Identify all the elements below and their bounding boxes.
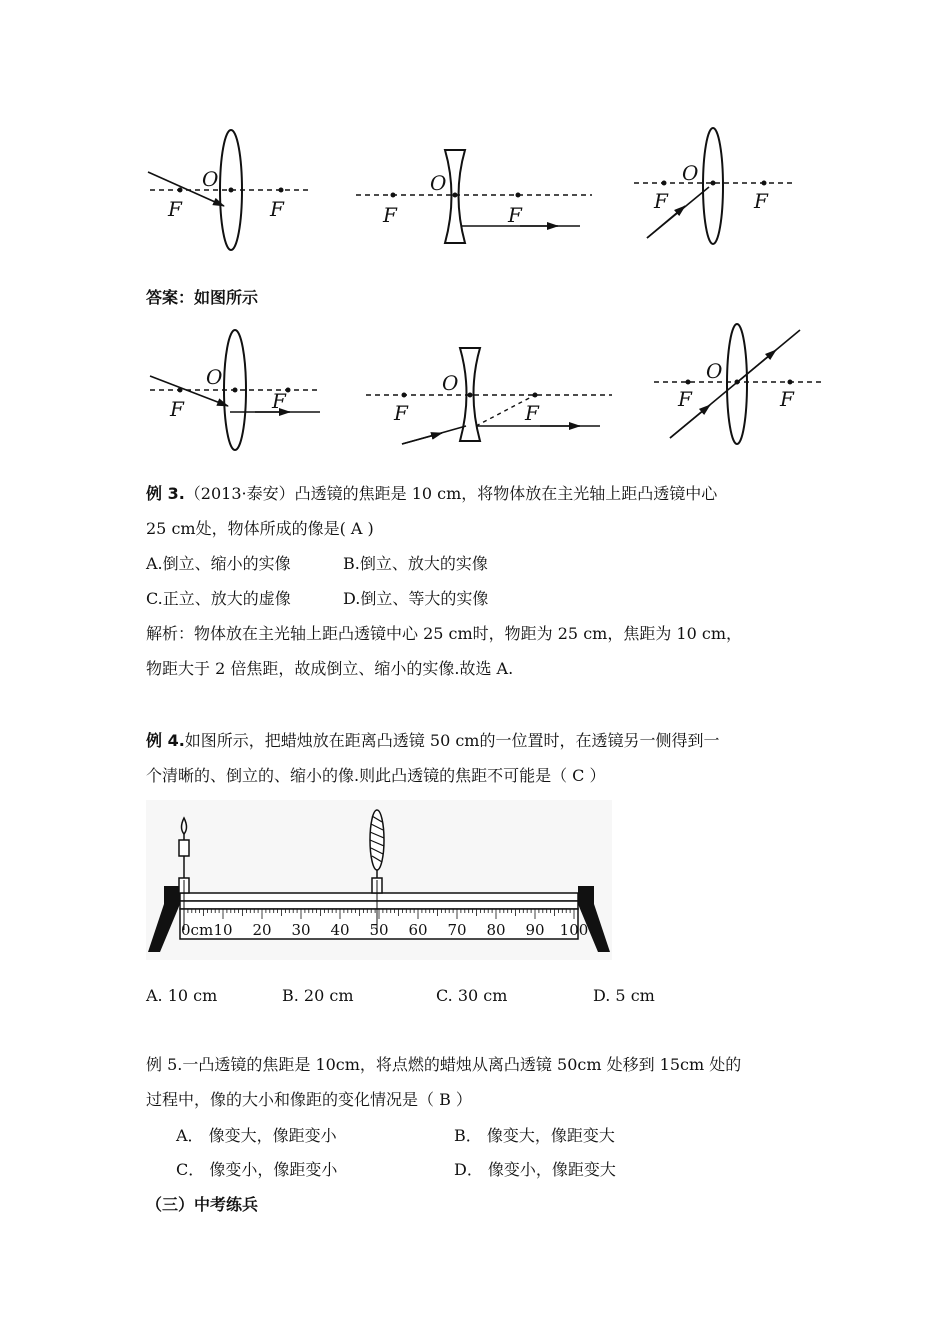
ex5-line1: 例 5.一凸透镜的焦距是 10cm，将点燃的蜡烛从离凸透镜 50cm 处移到 15cm 处的 <box>146 1055 742 1074</box>
ex3-label: 例 3. <box>146 484 185 503</box>
ex5-line2: 过程中，像的大小和像距的变化情况是（ B ） <box>146 1090 472 1109</box>
ex4-line1 <box>146 731 719 751</box>
q-convex-lens-1 <box>148 130 312 250</box>
section-title: （三）中考练兵 <box>146 1195 259 1214</box>
ex4-option-a: A. 10 cm <box>146 986 218 1005</box>
bench-rail-bottom <box>180 901 578 909</box>
question-lens-figures <box>140 120 820 260</box>
svg-text:F: F <box>394 401 408 425</box>
q-convex-lens-2 <box>634 128 796 244</box>
ex5-option-c: C． 像变小，像距变小 <box>176 1160 338 1179</box>
ruler-label: 90 <box>525 921 545 939</box>
svg-text:F: F <box>270 197 284 221</box>
svg-text:O: O <box>202 167 219 191</box>
ex4-label: 例 4. <box>146 731 185 750</box>
ex4-question: 如图所示，把蜡烛放在距离凸透镜 50 cm的一位置时，在透镜另一侧得到一 <box>184 731 720 750</box>
ex3-option-d: D.倒立、等大的实像 <box>343 589 489 608</box>
ruler-label: 30 <box>291 921 311 939</box>
ex5-option-d: D． 像变小，像距变大 <box>454 1160 616 1179</box>
ruler-label: 40 <box>330 921 350 939</box>
bench-rail-top <box>180 893 578 901</box>
ruler-label: 50 <box>369 921 389 939</box>
svg-text:F: F <box>678 387 692 411</box>
svg-text:O: O <box>706 359 723 383</box>
svg-text:F: F <box>780 387 794 411</box>
ex5-option-b: B． 像变大，像距变大 <box>454 1126 615 1145</box>
ex3-line2: 25 cm处，物体所成的像是( A ) <box>146 519 374 538</box>
ex3-option-c: C.正立、放大的虚像 <box>146 589 291 608</box>
ex4-line2: 个清晰的、倒立的、缩小的像.则此凸透镜的焦距不可能是（ C ） <box>146 766 606 785</box>
a-convex-lens-2 <box>654 324 824 444</box>
ruler-label: 20 <box>252 921 272 939</box>
svg-text:O: O <box>682 161 699 185</box>
ruler-label: 0cm <box>181 921 214 939</box>
svg-text:F: F <box>525 401 539 425</box>
svg-text:O: O <box>206 365 223 389</box>
ruler-label: 80 <box>486 921 506 939</box>
svg-text:F: F <box>383 203 397 227</box>
answer-label: 答案：如图所示 <box>146 288 259 307</box>
ex3-question: （2013·泰安）凸透镜的焦距是 10 cm，将物体放在主光轴上距凸透镜中心 <box>184 484 718 503</box>
ex3-line1 <box>146 484 717 504</box>
ex4-option-b: B. 20 cm <box>282 986 354 1005</box>
a-concave-lens-1 <box>366 348 612 444</box>
q-concave-lens-1 <box>356 150 592 243</box>
svg-text:F: F <box>754 189 768 213</box>
svg-text:F: F <box>654 189 668 213</box>
a-convex-lens-1 <box>150 330 320 450</box>
svg-text:O: O <box>442 371 459 395</box>
ex4-option-d: D. 5 cm <box>593 986 655 1005</box>
optical-bench-figure <box>146 800 612 960</box>
svg-text:F: F <box>508 203 522 227</box>
ex3-option-b: B.倒立、放大的实像 <box>343 554 488 573</box>
ruler-label: 100 <box>559 921 589 939</box>
ex3-analysis-1: 解析：物体放在主光轴上距凸透镜中心 25 cm时，物距为 25 cm，焦距为 10 cm， <box>146 624 742 643</box>
ruler-label: 60 <box>408 921 428 939</box>
svg-text:F: F <box>168 197 182 221</box>
svg-text:F: F <box>170 397 184 421</box>
ex3-analysis-2: 物距大于 2 倍焦距，故成倒立、缩小的实像.故选 A. <box>146 659 514 678</box>
ruler-label: 70 <box>447 921 467 939</box>
svg-text:O: O <box>430 171 447 195</box>
answer-lens-figures <box>140 318 840 458</box>
ex5-option-a: A． 像变大，像距变小 <box>176 1126 337 1145</box>
ex4-option-c: C. 30 cm <box>436 986 508 1005</box>
ruler-label: 10 <box>213 921 233 939</box>
svg-text:F: F <box>272 389 286 413</box>
ex3-option-a: A.倒立、缩小的实像 <box>146 554 291 573</box>
